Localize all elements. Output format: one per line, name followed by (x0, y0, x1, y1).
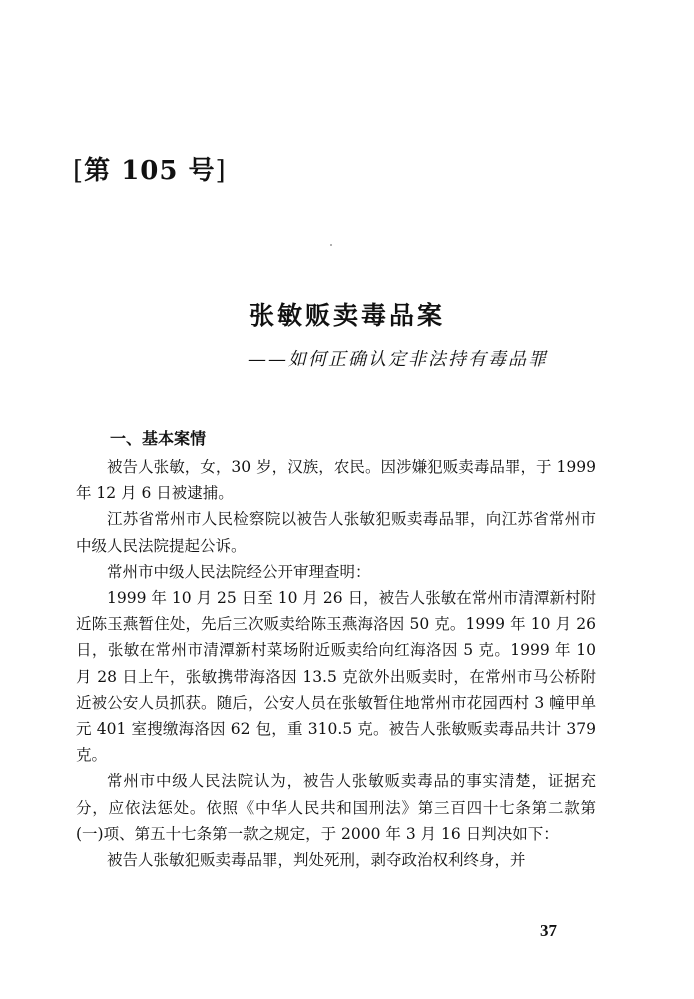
body-text (76, 454, 596, 873)
case-title: 张敏贩卖毒品案 (248, 301, 445, 330)
case-number-text: 第 105 号 (84, 156, 216, 186)
paragraph: 常州市中级人民法院经公开审理查明： (107, 562, 371, 581)
section-heading: 一、基本案情 (110, 429, 207, 448)
paragraph: 常州市中级人民法院认为，被告人张敏贩卖毒品的事实清楚，证据充分，应依法惩处。依照《中华人民共和国刑法》第三百四十七条第二款第(一)项、第五十七条第一款之规定，于 2000 年 3 月 16 日判决如下： (76, 772, 596, 843)
case-number-close-bracket: ] (215, 156, 227, 186)
case-number-open-bracket: [ (73, 156, 85, 186)
case-subtitle: ——如何正确认定非法持有毒品罪 (248, 349, 548, 370)
paragraph: 被告人张敏，女，30 岁，汉族，农民。因涉嫌犯贩卖毒品罪，于 1999 年 12 月 6 日被逮捕。 (76, 458, 596, 503)
paragraph: 1999 年 10 月 25 日至 10 月 26 日，被告人张敏在常州市清潭新村附近陈玉燕暂住处，先后三次贩卖给陈玉燕海洛因 50 克。1999 年 10 月 26 日，张敏在常州市清潭新村菜场附近贩卖给向红海洛因 5 克。1999 年 10 月 28 日上午，张敏携带海洛因 13.5 克欲外出贩卖时，在常州市马公桥附近被公安人员抓获。随后，公安人员在张敏暂住地常州市花园西村 3 幢甲单元 401 室搜缴海洛因 62 包，重 310.5 克。被告人张敏贩卖毒品共计 379 克。 (76, 589, 596, 765)
paragraph: 被告人张敏犯贩卖毒品罪，判处死刑，剥夺政治权利终身，并 (107, 851, 526, 870)
scan-speck (330, 244, 332, 246)
page-number: 37 (540, 921, 557, 940)
paragraph: 江苏省常州市人民检察院以被告人张敏犯贩卖毒品罪，向江苏省常州市中级人民法院提起公诉。 (76, 510, 596, 555)
case-number (73, 150, 227, 187)
